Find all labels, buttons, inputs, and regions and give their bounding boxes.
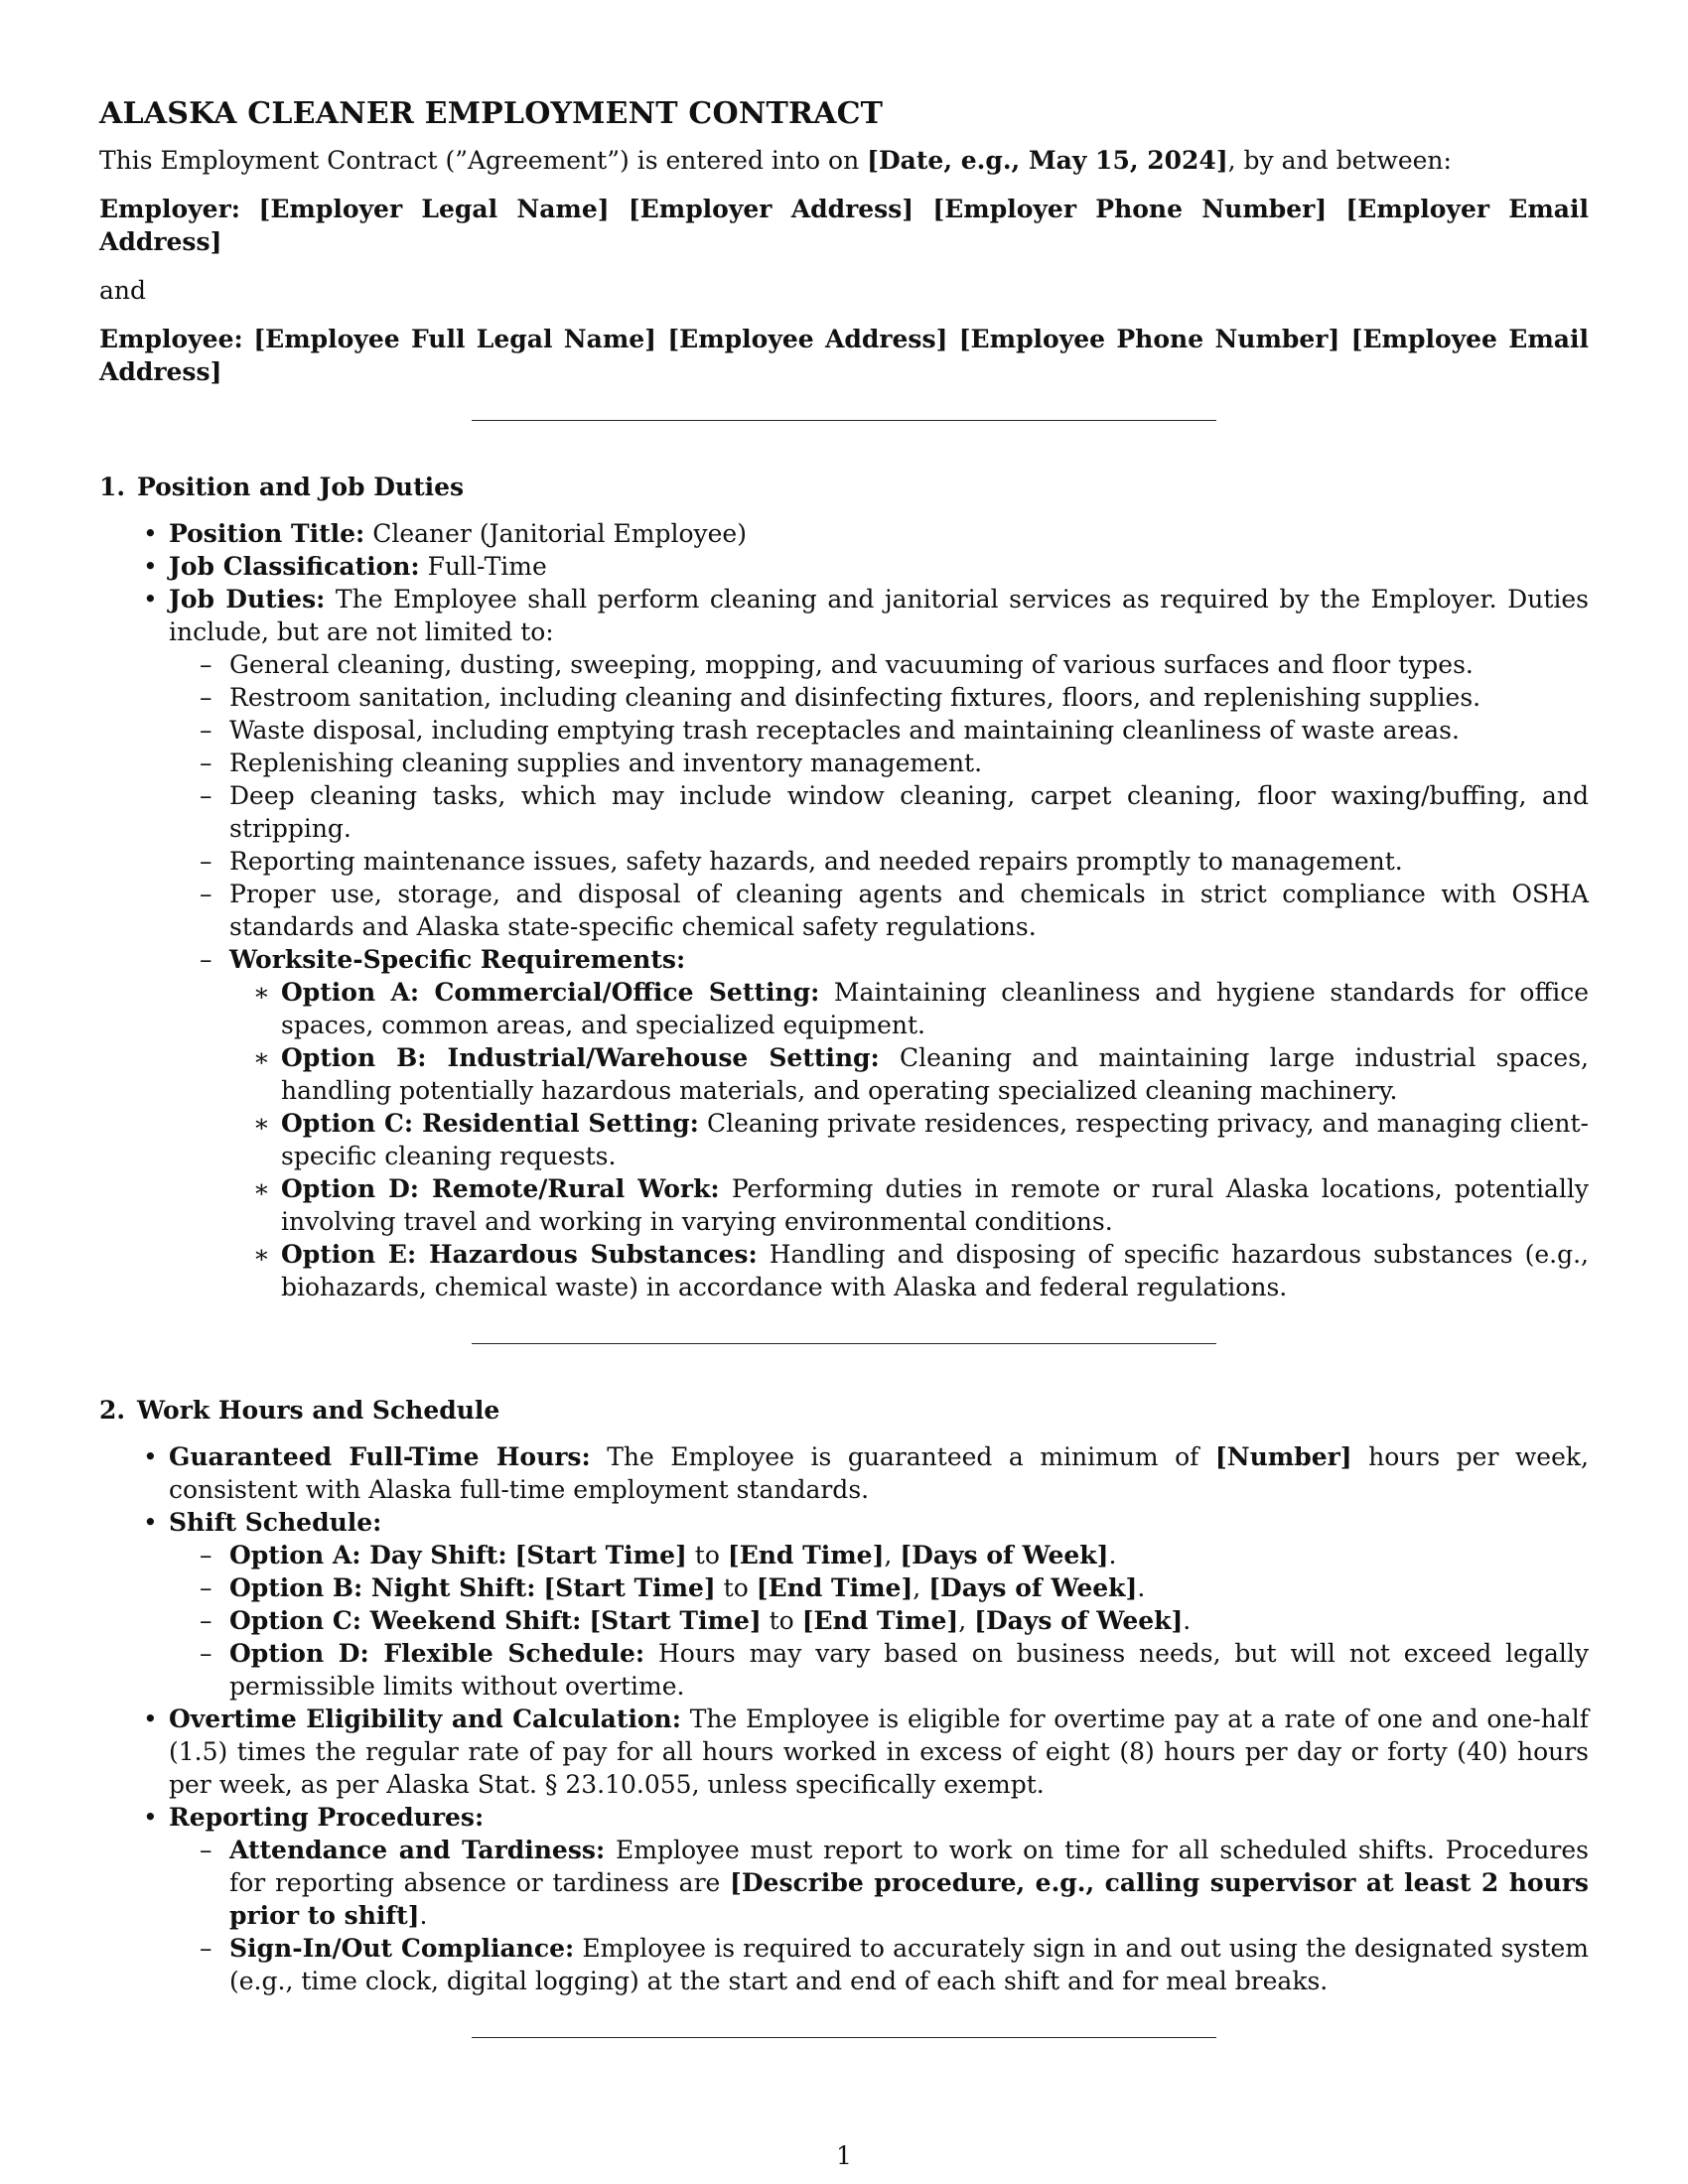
list-item: – Attendance and Tardiness: Employee must report to work on time for all scheduled shifts. Procedures for reporting absence or tardiness are [Describe procedure, e.g., calling supervisor at least 2 hours prior to shift].: [229, 1834, 1589, 1932]
employee-details: [Employee Full Legal Name] [Employee Address] [Employee Phone Number] [Employee Email Address]: [99, 325, 1589, 386]
section-divider: [472, 420, 1216, 421]
list-item: – Restroom sanitation, including cleaning and disinfecting fixtures, floors, and replenishing supplies.: [229, 681, 1589, 714]
list-item: • Shift Schedule: – Option A: Day Shift: [Start Time] to [End Time], [Days of Week]. – Option B: Night Shift: [Start Time] to [End Time], [Days of Week]. – Option C: Weekend Shift: [Start Time] to [End Time], [Days of Week]. – Option D: Flexible Schedule: Hours may vary based on business needs, but will not exceed legally permissible limits without overtime.: [169, 1506, 1589, 1703]
list-item: • Guaranteed Full-Time Hours: The Employee is guaranteed a minimum of [Number] hours per week, consistent with Alaska full-time employment standards.: [169, 1440, 1589, 1506]
section-divider: [472, 1343, 1216, 1344]
list-item: – Option C: Weekend Shift: [Start Time] to [End Time], [Days of Week].: [229, 1604, 1589, 1637]
list-item: • Position Title: Cleaner (Janitorial Employee): [169, 517, 1589, 550]
contract-page: [99, 94, 1589, 2088]
list-item: ∗ Option B: Industrial/Warehouse Setting: Cleaning and maintaining large industrial spaces, handling potentially hazardous materials, and operating specialized cleaning machinery.: [281, 1041, 1589, 1107]
list-item: – Replenishing cleaning supplies and inventory management.: [229, 747, 1589, 779]
list-item: • Job Classification: Full-Time: [169, 550, 1589, 583]
list-item: • Reporting Procedures: – Attendance and Tardiness: Employee must report to work on time for all scheduled shifts. Procedures for reporting absence or tardiness are [Describe procedure, e.g., calling supervisor at least 2 hours prior to shift]. – Sign-In/Out Compliance: Employee is required to accurately sign in and out using the designated system (e.g., time clock, digital logging) at the start and end of each shift and for meal breaks.: [169, 1801, 1589, 1997]
list-item: – Reporting maintenance issues, safety hazards, and needed repairs promptly to management.: [229, 845, 1589, 878]
list-item: • Job Duties: The Employee shall perform cleaning and janitorial services as required by the Employer. Duties include, but are not limited to: – General cleaning, dusting, sweeping, mopping, and vacuuming of various surfaces and floor types. – Restroom sanitation, including cleaning and disinfecting fixtures, floors, and replenishing supplies. – Waste disposal, including emptying trash receptacles and maintaining cleanliness of waste areas. – Replenishing cleaning supplies and inventory management. – Deep cleaning tasks, which may include window cleaning, carpet cleaning, floor waxing/buffing, and stripping. – Reporting maintenance issues, safety hazards, and needed repairs promptly to management. – Proper use, storage, and disposal of cleaning agents and chemicals in strict compliance with OSHA standards and Alaska state-specific chemical safety regulations. – Worksite-Specific Requirements: ∗ Option A: Commercial/Office Setting: Maintaining cleanliness and hygiene standards for office spaces, common areas, and specialized equipment. ∗ Option B: Industrial/Warehouse Setting: Cleaning and maintaining large industrial spaces, handling potentially hazardous materials, and operating specialized cleaning machinery. ∗ Option C: Residential Setting: Cleaning private residences, respecting privacy, and managing client-specific cleaning requests. ∗ Option D: Remote/Rural Work: Performing duties in remote or rural Alaska locations, potentially involving travel and working in varying environmental conditions. ∗ Option E: Hazardous Substances: Handling and disposing of specific hazardous substances (e.g., biohazards, chemical waste) in accordance with Alaska and federal regulations.: [169, 583, 1589, 1303]
list-item: – Option B: Night Shift: [Start Time] to [End Time], [Days of Week].: [229, 1571, 1589, 1604]
list-item: • Overtime Eligibility and Calculation: The Employee is eligible for overtime pay at a rate of one and one-half (1.5) times the regular rate of pay for all hours worked in excess of eight (8) hours per day or forty (40) hours per week, as per Alaska Stat. § 23.10.055, unless specifically exempt.: [169, 1703, 1589, 1801]
list-item: – Proper use, storage, and disposal of cleaning agents and chemicals in strict compliance with OSHA standards and Alaska state-specific chemical safety regulations.: [229, 878, 1589, 943]
section-1-list: [99, 517, 1589, 1303]
section-2-list: [99, 1440, 1589, 1997]
list-item: – General cleaning, dusting, sweeping, mopping, and vacuuming of various surfaces and floor types.: [229, 648, 1589, 681]
list-item: – Worksite-Specific Requirements: ∗ Option A: Commercial/Office Setting: Maintaining cleanliness and hygiene standards for office spaces, common areas, and specialized equipment. ∗ Option B: Industrial/Warehouse Setting: Cleaning and maintaining large industrial spaces, handling potentially hazardous materials, and operating specialized cleaning machinery. ∗ Option C: Residential Setting: Cleaning private residences, respecting privacy, and managing client-specific cleaning requests. ∗ Option D: Remote/Rural Work: Performing duties in remote or rural Alaska locations, potentially involving travel and working in varying environmental conditions. ∗ Option E: Hazardous Substances: Handling and disposing of specific hazardous substances (e.g., biohazards, chemical waste) in accordance with Alaska and federal regulations.: [229, 943, 1589, 1303]
list-item: – Option D: Flexible Schedule: Hours may vary based on business needs, but will not exceed legally permissible limits without overtime.: [229, 1637, 1589, 1703]
section-1-heading: 1. Position and Job Duties: [99, 473, 465, 501]
list-item: – Sign-In/Out Compliance: Employee is required to accurately sign in and out using the designated system (e.g., time clock, digital logging) at the start and end of each shift and for meal breaks.: [229, 1932, 1589, 1997]
and-text: and: [99, 276, 147, 305]
intro-paragraph: This Employment Contract (”Agreement”) is entered into on [Date, e.g., May 15, 2024], by and between:: [99, 146, 1452, 175]
date-placeholder: [Date, e.g., May 15, 2024]: [867, 146, 1228, 175]
employee-block: [99, 323, 1589, 388]
employee-label: Employee:: [99, 325, 243, 353]
list-item: – Waste disposal, including emptying trash receptacles and maintaining cleanliness of waste areas.: [229, 714, 1589, 747]
section-2-heading: 2. Work Hours and Schedule: [99, 1396, 500, 1425]
list-item: ∗ Option C: Residential Setting: Cleaning private residences, respecting privacy, and managing client-specific cleaning requests.: [281, 1107, 1589, 1172]
list-item: ∗ Option E: Hazardous Substances: Handling and disposing of specific hazardous substances (e.g., biohazards, chemical waste) in accordance with Alaska and federal regulations.: [281, 1238, 1589, 1303]
shift-options-list: [169, 1539, 1589, 1703]
list-item: ∗ Option A: Commercial/Office Setting: Maintaining cleanliness and hygiene standards for office spaces, common areas, and specialized equipment.: [281, 976, 1589, 1041]
employer-label: Employer:: [99, 195, 240, 223]
reporting-list: [169, 1834, 1589, 1997]
list-item: ∗ Option D: Remote/Rural Work: Performing duties in remote or rural Alaska locations, potentially involving travel and working in varying environmental conditions.: [281, 1172, 1589, 1238]
list-item: – Option A: Day Shift: [Start Time] to [End Time], [Days of Week].: [229, 1539, 1589, 1571]
list-item: – Deep cleaning tasks, which may include window cleaning, carpet cleaning, floor waxing/buffing, and stripping.: [229, 779, 1589, 845]
section-divider: [472, 2037, 1216, 2038]
employer-details: [Employer Legal Name] [Employer Address] [Employer Phone Number] [Employer Email Address]: [99, 195, 1590, 256]
employer-block: [99, 193, 1589, 258]
page-number: 1: [836, 2141, 852, 2170]
document-title: ALASKA CLEANER EMPLOYMENT CONTRACT: [99, 96, 884, 131]
duties-list: [169, 648, 1589, 1303]
worksite-options-list: [229, 976, 1589, 1303]
